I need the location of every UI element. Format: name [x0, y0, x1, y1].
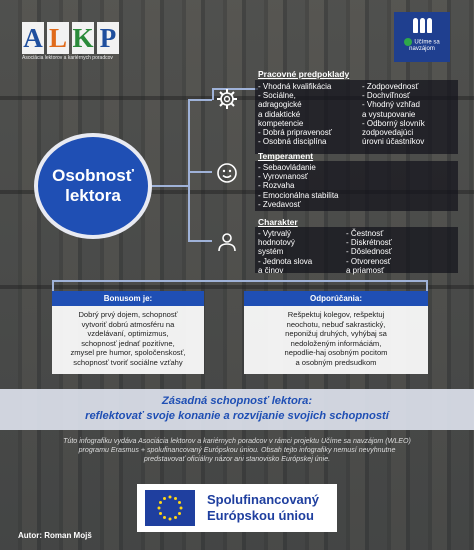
eu-cofunded-logo: [137, 484, 337, 532]
center-circle: [34, 133, 152, 239]
section-title-charakter: Charakter: [258, 217, 298, 227]
disclaimer-text: Túto infografiku vydáva Asociácia lektorov a kariérnych poradcov v rámci projektu Učíme sa navzájom (WLEO) programu Erasmus + spolufinancovaný Európskou úniou. Obsah tejto infografiky nemusí nevyhnutne predstavovať oficiálny názor ani stanovisko Európskej únie.: [63, 437, 411, 463]
gear-icon: [210, 84, 244, 114]
connector: [150, 185, 188, 187]
center-title-line2: lektora: [65, 186, 121, 205]
partner-line1: Učíme sa: [414, 39, 440, 46]
section-list-col1: - Vytrvalý hodnotový systém - Jednota slova a činov: [258, 229, 313, 275]
smile-icon: [210, 158, 244, 188]
eu-text-line1: Spolufinancovaný: [207, 492, 319, 507]
banner-line1: Zásadná schopnosť lektora:: [161, 395, 313, 407]
logo-letter: L: [48, 23, 67, 53]
green-dot-icon: [404, 38, 412, 46]
center-title-line1: Osobnosť: [52, 166, 134, 185]
logo-subtitle: Asociácia lektorov a kariérnych poradcov: [22, 55, 113, 61]
section-title-pracovne: Pracovné predpoklady: [258, 69, 350, 79]
connector: [52, 280, 428, 282]
author-credit: Autor: Roman Mojš: [18, 531, 92, 540]
ucime-sa-navzajom-logo: [394, 12, 450, 62]
logo-letter: A: [23, 23, 43, 53]
section-list-col2: - Zodpovednosť - Dochvíľnosť - Vhodný vzhľad a vystupovanie - Odborný slovník zodpovedajúci úrovni účastníkov: [362, 82, 425, 147]
people-icon: [411, 18, 433, 34]
bonus-title: Bonusom je:: [52, 291, 204, 306]
connector: [188, 240, 212, 242]
section-title-temperament: Temperament: [258, 151, 314, 161]
recommendations-title: Odporúčania:: [244, 291, 428, 306]
section-list-col1: - Sebaovládanie - Vyrovnanosť - Rozvaha - Emocionálna stabilita - Zvedavosť: [258, 163, 339, 209]
person-icon: [210, 227, 244, 257]
logo-letter: P: [97, 22, 119, 54]
bonus-text: Dobrý prvý dojem, schopnosť vytvoriť dobrú atmosféru na vzdelávaní, optimizmus, schopnosť jednať pozitívne, zmysel pre humor, spoločenskosť, schopnosť tvoriť sociálne vzťahy: [52, 306, 204, 374]
eu-flag-icon: [145, 490, 195, 526]
connector: [188, 99, 190, 241]
connector: [188, 99, 212, 101]
key-skill-banner: [0, 389, 474, 430]
connector: [188, 171, 212, 173]
recommendations-text: Rešpektuj kolegov, rešpektuj neochotu, nebuď sakrastický, neponižuj druhých, vyhýbaj sa nedoloženým informáciám, nepodlie-haj osobným pocitom a osobným predsudkom: [244, 306, 428, 374]
section-list-col1: - Vhodná kvalifikácia - Sociálne, adragogické a didaktické kompetencie - Dobrá pripravenosť - Osobná disciplína: [258, 82, 332, 147]
shelf-divider: [0, 285, 474, 289]
section-list-col2: - Čestnosť - Diskrétnosť - Dôslednosť - Otvorenosť a priamosť: [346, 229, 392, 275]
partner-line2: navzájom: [409, 46, 435, 52]
eu-text-line2: Európskou úniou: [207, 508, 314, 523]
logo-letter: K: [72, 23, 94, 53]
banner-line2: reflektovať svoje konanie a rozvíjanie svojich schopností: [85, 410, 389, 422]
